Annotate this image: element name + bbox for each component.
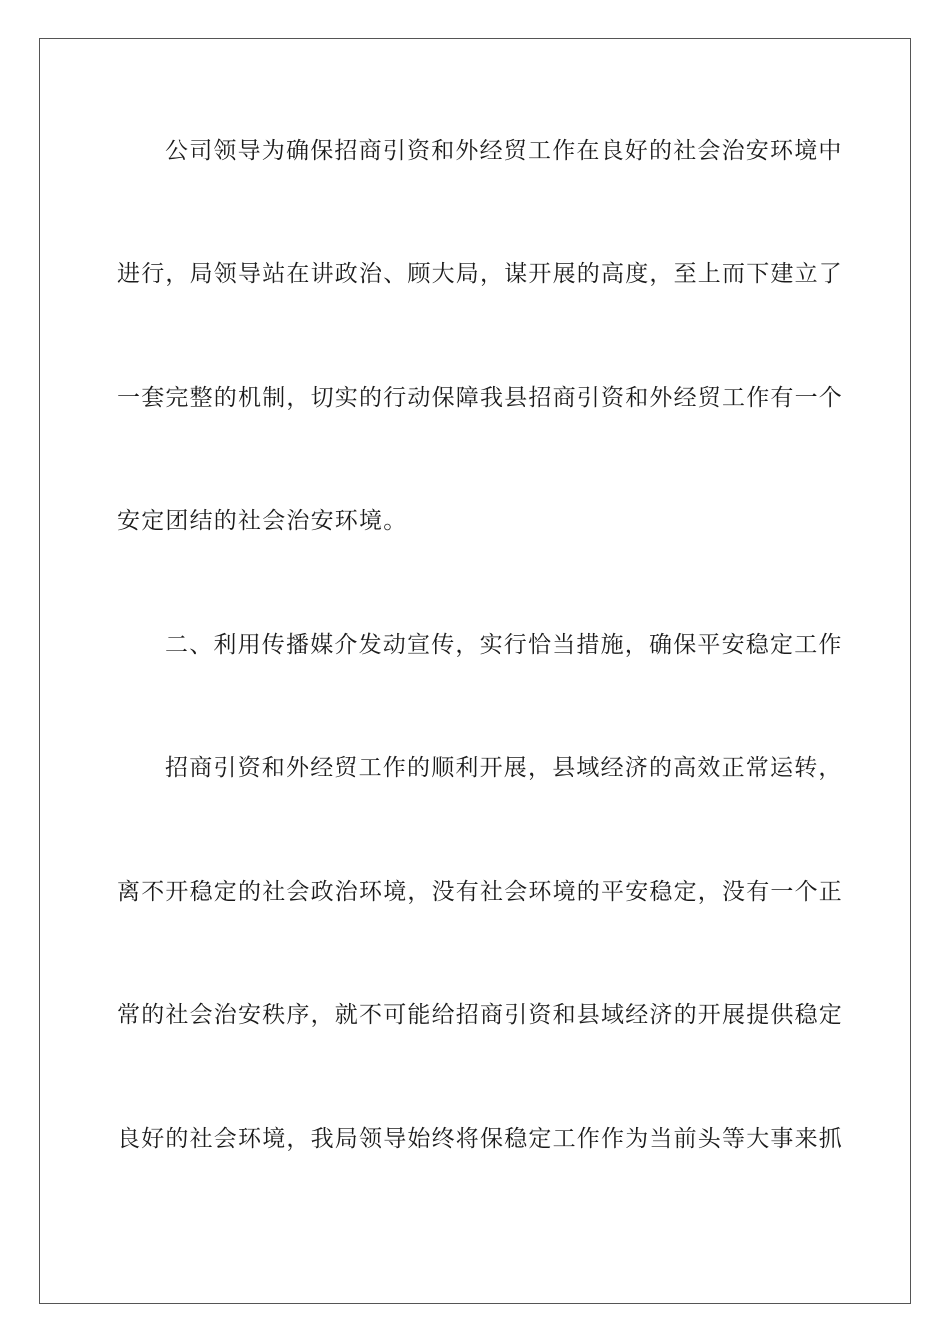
paragraph-1-line-1: 公司领导为确保招商引资和外经贸工作在良好的社会治安环境中 [165,138,843,164]
paragraph-1-line-4: 安定团结的社会治安环境。 [117,508,408,534]
paragraph-2-line-3: 常的社会治安秩序，就不可能给招商引资和县域经济的开展提供稳定 [117,1002,843,1028]
section-heading-2: 二、利用传播媒介发动宣传，实行恰当措施，确保平安稳定工作 [165,632,843,658]
paragraph-1-line-3: 一套完整的机制，切实的行动保障我县招商引资和外经贸工作有一个 [117,385,843,411]
paragraph-1-line-2: 进行，局领导站在讲政治、顾大局，谋开展的高度，至上而下建立了 [117,261,843,287]
paragraph-2-line-2: 离不开稳定的社会政治环境，没有社会环境的平安稳定，没有一个正 [117,879,843,905]
paragraph-2-line-4: 良好的社会环境，我局领导始终将保稳定工作作为当前头等大事来抓 [117,1126,843,1152]
paragraph-2-line-1: 招商引资和外经贸工作的顺利开展，县域经济的高效正常运转， [165,755,843,781]
page-border [39,38,911,1304]
